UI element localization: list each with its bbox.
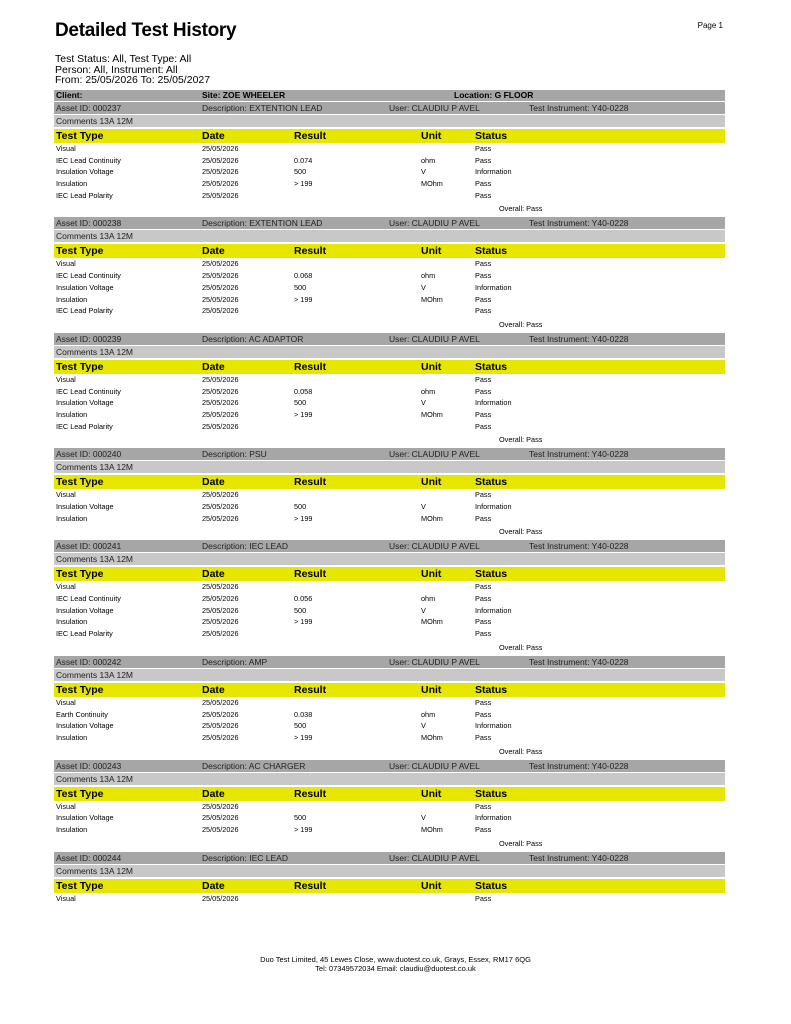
asset-comments: Comments 13A 12M bbox=[54, 115, 725, 127]
cell-status: Pass bbox=[475, 732, 492, 742]
cell-date: 25/05/2026 bbox=[202, 801, 239, 811]
cell-status: Pass bbox=[475, 697, 492, 707]
cell-test-type: IEC Lead Continuity bbox=[56, 386, 121, 396]
cell-status: Information bbox=[475, 398, 512, 408]
cell-status: Pass bbox=[475, 893, 492, 903]
table-row bbox=[54, 190, 725, 202]
cell-unit: V bbox=[421, 398, 426, 408]
cell-date: 25/05/2026 bbox=[202, 179, 239, 189]
cell-test-type: Insulation Voltage bbox=[56, 605, 114, 615]
table-row bbox=[54, 282, 725, 294]
col-header-status: Status bbox=[475, 360, 508, 373]
col-header-status: Status bbox=[475, 476, 508, 489]
cell-test-type: IEC Lead Polarity bbox=[56, 190, 113, 200]
cell-status: Pass bbox=[475, 144, 492, 153]
table-row bbox=[54, 812, 725, 824]
filter-date-range: From: 25/05/2026 To: 25/05/2027 bbox=[55, 74, 211, 86]
asset-id: Asset ID: 000241 bbox=[56, 541, 122, 552]
cell-result: > 199 bbox=[294, 294, 313, 304]
cell-test-type: Visual bbox=[56, 490, 76, 500]
asset-list bbox=[54, 102, 725, 904]
cell-status: Pass bbox=[475, 617, 492, 627]
table-row bbox=[54, 801, 725, 813]
asset-block bbox=[54, 217, 725, 332]
table-row bbox=[54, 628, 725, 640]
cell-status: Pass bbox=[475, 155, 492, 165]
asset-comments: Comments 13A 12M bbox=[54, 669, 725, 681]
cell-date: 25/05/2026 bbox=[202, 409, 239, 419]
client-label: Client: bbox=[56, 90, 83, 100]
cell-unit: ohm bbox=[421, 594, 436, 604]
table-row bbox=[54, 732, 725, 744]
cell-unit: MOhm bbox=[421, 617, 443, 627]
asset-header-bar bbox=[54, 852, 725, 864]
footer-address: Duo Test Limited, 45 Lewes Close, www.duotest.co.uk, Grays, Essex, RM17 6QG bbox=[260, 955, 531, 964]
cell-unit: V bbox=[421, 605, 426, 615]
table-row bbox=[54, 386, 725, 398]
asset-test-instrument: Test Instrument: Y40-0228 bbox=[529, 218, 629, 229]
col-header-unit: Unit bbox=[421, 476, 442, 489]
col-header-status: Status bbox=[475, 130, 508, 142]
footer-contact: Tel: 07349572034 Email: claudiu@duotest.co.uk bbox=[315, 964, 476, 973]
cell-date: 25/05/2026 bbox=[202, 271, 239, 281]
col-header-date: Date bbox=[202, 360, 225, 373]
overall-result: Overall: Pass bbox=[499, 746, 543, 756]
table-row bbox=[54, 489, 725, 501]
asset-user: User: CLAUDIU P AVEL bbox=[389, 541, 480, 552]
cell-date: 25/05/2026 bbox=[202, 893, 239, 903]
cell-test-type: Visual bbox=[56, 582, 76, 592]
asset-id: Asset ID: 000238 bbox=[56, 218, 122, 229]
overall-result-row bbox=[54, 524, 725, 540]
overall-result: Overall: Pass bbox=[499, 204, 543, 214]
cell-test-type: IEC Lead Continuity bbox=[56, 271, 121, 281]
test-table-header bbox=[54, 683, 725, 697]
test-table-header bbox=[54, 475, 725, 489]
asset-id: Asset ID: 000243 bbox=[56, 760, 122, 771]
cell-date: 25/05/2026 bbox=[202, 732, 239, 742]
cell-status: Pass bbox=[475, 513, 492, 523]
cell-date: 25/05/2026 bbox=[202, 155, 239, 165]
table-row bbox=[54, 709, 725, 721]
table-row bbox=[54, 374, 725, 386]
cell-date: 25/05/2026 bbox=[202, 697, 239, 707]
table-row bbox=[54, 824, 725, 836]
report-title: Detailed Test History bbox=[55, 20, 237, 41]
col-header-test-type: Test Type bbox=[56, 360, 104, 373]
cell-unit: MOhm bbox=[421, 513, 443, 523]
cell-test-type: Insulation bbox=[56, 513, 88, 523]
col-header-status: Status bbox=[475, 245, 508, 258]
overall-result-row bbox=[54, 432, 725, 448]
table-row bbox=[54, 178, 725, 190]
asset-block bbox=[54, 760, 725, 852]
asset-header-bar bbox=[54, 760, 725, 772]
cell-date: 25/05/2026 bbox=[202, 294, 239, 304]
asset-comments: Comments 13A 12M bbox=[54, 865, 725, 877]
col-header-result: Result bbox=[294, 360, 327, 373]
col-header-date: Date bbox=[202, 476, 225, 489]
table-row bbox=[54, 421, 725, 433]
table-row bbox=[54, 605, 725, 617]
cell-date: 25/05/2026 bbox=[202, 502, 239, 511]
cell-status: Pass bbox=[475, 490, 492, 500]
asset-block bbox=[54, 333, 725, 448]
cell-result: > 199 bbox=[294, 824, 313, 834]
cell-test-type: Insulation Voltage bbox=[56, 282, 114, 292]
col-header-date: Date bbox=[202, 245, 225, 258]
test-table-header bbox=[54, 787, 725, 801]
asset-id: Asset ID: 000239 bbox=[56, 333, 122, 344]
asset-test-instrument: Test Instrument: Y40-0228 bbox=[529, 760, 629, 771]
col-header-status: Status bbox=[475, 683, 508, 696]
col-header-test-type: Test Type bbox=[56, 130, 104, 142]
asset-test-instrument: Test Instrument: Y40-0228 bbox=[529, 449, 629, 460]
table-row bbox=[54, 697, 725, 709]
cell-status: Pass bbox=[475, 271, 492, 281]
col-header-date: Date bbox=[202, 683, 225, 696]
cell-test-type: Insulation bbox=[56, 732, 88, 742]
cell-date: 25/05/2026 bbox=[202, 629, 239, 639]
cell-status: Information bbox=[475, 167, 512, 177]
col-header-date: Date bbox=[202, 879, 225, 892]
cell-test-type: IEC Lead Polarity bbox=[56, 629, 113, 639]
asset-comments: Comments 13A 12M bbox=[54, 773, 725, 785]
cell-result: 500 bbox=[294, 398, 307, 408]
test-table-header bbox=[54, 244, 725, 258]
cell-date: 25/05/2026 bbox=[202, 167, 239, 177]
cell-result: 0.074 bbox=[294, 155, 313, 165]
cell-date: 25/05/2026 bbox=[202, 582, 239, 592]
cell-unit: V bbox=[421, 167, 426, 177]
footer bbox=[0, 955, 791, 973]
test-table-header bbox=[54, 567, 725, 581]
asset-block bbox=[54, 102, 725, 217]
cell-date: 25/05/2026 bbox=[202, 190, 239, 200]
cell-unit: V bbox=[421, 502, 426, 511]
asset-header-bar bbox=[54, 448, 725, 460]
asset-test-instrument: Test Instrument: Y40-0228 bbox=[529, 852, 629, 863]
overall-result: Overall: Pass bbox=[499, 435, 543, 445]
asset-id: Asset ID: 000244 bbox=[56, 852, 122, 863]
col-header-result: Result bbox=[294, 245, 327, 258]
asset-description: Description: IEC LEAD bbox=[202, 852, 288, 863]
asset-user: User: CLAUDIU P AVEL bbox=[389, 656, 480, 667]
asset-description: Description: AC ADAPTOR bbox=[202, 333, 304, 344]
asset-description: Description: IEC LEAD bbox=[202, 541, 288, 552]
col-header-result: Result bbox=[294, 568, 327, 581]
overall-result-row bbox=[54, 640, 725, 656]
cell-test-type: Insulation bbox=[56, 824, 88, 834]
cell-test-type: IEC Lead Polarity bbox=[56, 306, 113, 316]
test-table-header bbox=[54, 129, 725, 143]
overall-result-row bbox=[54, 836, 725, 852]
col-header-unit: Unit bbox=[421, 787, 442, 800]
cell-test-type: Visual bbox=[56, 801, 76, 811]
cell-status: Information bbox=[475, 721, 512, 731]
cell-status: Information bbox=[475, 282, 512, 292]
cell-date: 25/05/2026 bbox=[202, 144, 239, 153]
col-header-status: Status bbox=[475, 787, 508, 800]
table-row bbox=[54, 294, 725, 306]
asset-comments: Comments 13A 12M bbox=[54, 346, 725, 358]
cell-date: 25/05/2026 bbox=[202, 617, 239, 627]
cell-test-type: Insulation bbox=[56, 294, 88, 304]
cell-test-type: IEC Lead Continuity bbox=[56, 155, 121, 165]
asset-id: Asset ID: 000237 bbox=[56, 103, 122, 113]
cell-unit: MOhm bbox=[421, 732, 443, 742]
asset-id: Asset ID: 000242 bbox=[56, 656, 122, 667]
cell-unit: MOhm bbox=[421, 409, 443, 419]
cell-date: 25/05/2026 bbox=[202, 605, 239, 615]
cell-result: 500 bbox=[294, 167, 307, 177]
cell-date: 25/05/2026 bbox=[202, 813, 239, 823]
cell-status: Pass bbox=[475, 421, 492, 431]
filter-status-type: Test Status: All, Test Type: All bbox=[55, 53, 192, 65]
cell-date: 25/05/2026 bbox=[202, 824, 239, 834]
cell-test-type: Visual bbox=[56, 697, 76, 707]
cell-status: Pass bbox=[475, 629, 492, 639]
cell-status: Pass bbox=[475, 824, 492, 834]
asset-header-bar bbox=[54, 102, 725, 114]
asset-header-bar bbox=[54, 333, 725, 345]
cell-date: 25/05/2026 bbox=[202, 259, 239, 269]
table-row bbox=[54, 155, 725, 167]
cell-test-type: Visual bbox=[56, 259, 76, 269]
overall-result: Overall: Pass bbox=[499, 527, 543, 537]
cell-status: Information bbox=[475, 813, 512, 823]
cell-test-type: Visual bbox=[56, 374, 76, 384]
col-header-test-type: Test Type bbox=[56, 568, 104, 581]
overall-result: Overall: Pass bbox=[499, 319, 543, 329]
cell-unit: ohm bbox=[421, 155, 436, 165]
table-row bbox=[54, 409, 725, 421]
cell-unit: ohm bbox=[421, 271, 436, 281]
cell-status: Pass bbox=[475, 386, 492, 396]
cell-result: 0.058 bbox=[294, 386, 313, 396]
asset-comments: Comments 13A 12M bbox=[54, 553, 725, 565]
col-header-unit: Unit bbox=[421, 245, 442, 258]
overall-result-row bbox=[54, 744, 725, 760]
asset-test-instrument: Test Instrument: Y40-0228 bbox=[529, 656, 629, 667]
asset-id: Asset ID: 000240 bbox=[56, 449, 122, 460]
cell-unit: V bbox=[421, 721, 426, 731]
cell-status: Pass bbox=[475, 259, 492, 269]
asset-user: User: CLAUDIU P AVEL bbox=[389, 218, 480, 229]
cell-status: Pass bbox=[475, 594, 492, 604]
table-row bbox=[54, 720, 725, 732]
site-label: Site: ZOE WHEELER bbox=[202, 90, 286, 100]
asset-comments: Comments 13A 12M bbox=[54, 461, 725, 473]
asset-test-instrument: Test Instrument: Y40-0228 bbox=[529, 541, 629, 552]
cell-result: 500 bbox=[294, 813, 307, 823]
asset-description: Description: AMP bbox=[202, 656, 268, 667]
table-row bbox=[54, 513, 725, 525]
col-header-result: Result bbox=[294, 879, 327, 892]
cell-status: Pass bbox=[475, 294, 492, 304]
cell-result: > 199 bbox=[294, 513, 313, 523]
cell-result: 500 bbox=[294, 605, 307, 615]
asset-description: Description: AC CHARGER bbox=[202, 760, 306, 771]
cell-unit: ohm bbox=[421, 386, 436, 396]
table-row bbox=[54, 305, 725, 317]
col-header-date: Date bbox=[202, 130, 225, 142]
cell-status: Pass bbox=[475, 306, 492, 316]
cell-date: 25/05/2026 bbox=[202, 721, 239, 731]
cell-date: 25/05/2026 bbox=[202, 594, 239, 604]
col-header-unit: Unit bbox=[421, 568, 442, 581]
table-row bbox=[54, 166, 725, 178]
cell-date: 25/05/2026 bbox=[202, 513, 239, 523]
table-row bbox=[54, 143, 725, 155]
cell-date: 25/05/2026 bbox=[202, 490, 239, 500]
cell-result: 0.056 bbox=[294, 594, 313, 604]
cell-test-type: Earth Continuity bbox=[56, 709, 108, 719]
asset-block bbox=[54, 852, 725, 905]
table-row bbox=[54, 593, 725, 605]
cell-result: 500 bbox=[294, 282, 307, 292]
cell-test-type: Insulation bbox=[56, 617, 88, 627]
cell-status: Information bbox=[475, 605, 512, 615]
test-table-header bbox=[54, 360, 725, 374]
cell-unit: MOhm bbox=[421, 294, 443, 304]
col-header-result: Result bbox=[294, 683, 327, 696]
asset-description: Description: EXTENTION LEAD bbox=[202, 218, 323, 229]
report-filters bbox=[55, 54, 210, 86]
cell-status: Pass bbox=[475, 582, 492, 592]
cell-result: 500 bbox=[294, 502, 307, 511]
col-header-test-type: Test Type bbox=[56, 787, 104, 800]
asset-header-bar bbox=[54, 217, 725, 229]
asset-block bbox=[54, 448, 725, 540]
table-row bbox=[54, 581, 725, 593]
cell-status: Pass bbox=[475, 801, 492, 811]
cell-result: > 199 bbox=[294, 732, 313, 742]
cell-status: Pass bbox=[475, 709, 492, 719]
cell-unit: MOhm bbox=[421, 179, 443, 189]
col-header-date: Date bbox=[202, 568, 225, 581]
col-header-result: Result bbox=[294, 476, 327, 489]
asset-user: User: CLAUDIU P AVEL bbox=[389, 760, 480, 771]
cell-test-type: Insulation bbox=[56, 409, 88, 419]
cell-date: 25/05/2026 bbox=[202, 282, 239, 292]
cell-date: 25/05/2026 bbox=[202, 306, 239, 316]
cell-date: 25/05/2026 bbox=[202, 374, 239, 384]
asset-user: User: CLAUDIU P AVEL bbox=[389, 852, 480, 863]
cell-result: > 199 bbox=[294, 617, 313, 627]
overall-result: Overall: Pass bbox=[499, 838, 543, 848]
table-row bbox=[54, 616, 725, 628]
cell-status: Pass bbox=[475, 409, 492, 419]
cell-status: Pass bbox=[475, 179, 492, 189]
asset-user: User: CLAUDIU P AVEL bbox=[389, 449, 480, 460]
asset-test-instrument: Test Instrument: Y40-0228 bbox=[529, 103, 629, 113]
asset-header-bar bbox=[54, 656, 725, 668]
col-header-status: Status bbox=[475, 879, 508, 892]
table-row bbox=[54, 893, 725, 905]
asset-user: User: CLAUDIU P AVEL bbox=[389, 333, 480, 344]
col-header-unit: Unit bbox=[421, 360, 442, 373]
asset-test-instrument: Test Instrument: Y40-0228 bbox=[529, 333, 629, 344]
cell-status: Pass bbox=[475, 374, 492, 384]
col-header-status: Status bbox=[475, 568, 508, 581]
col-header-unit: Unit bbox=[421, 879, 442, 892]
col-header-unit: Unit bbox=[421, 130, 442, 142]
cell-result: 500 bbox=[294, 721, 307, 731]
overall-result-row bbox=[54, 201, 725, 217]
cell-test-type: Insulation Voltage bbox=[56, 398, 114, 408]
location-label: Location: G FLOOR bbox=[454, 90, 534, 100]
cell-unit: MOhm bbox=[421, 824, 443, 834]
cell-test-type: IEC Lead Polarity bbox=[56, 421, 113, 431]
cell-test-type: Insulation Voltage bbox=[56, 167, 114, 177]
cell-result: 0.038 bbox=[294, 709, 313, 719]
cell-date: 25/05/2026 bbox=[202, 398, 239, 408]
cell-result: > 199 bbox=[294, 409, 313, 419]
asset-block bbox=[54, 540, 725, 655]
col-header-unit: Unit bbox=[421, 683, 442, 696]
filter-person-instrument: Person: All, Instrument: All bbox=[55, 63, 178, 76]
col-header-test-type: Test Type bbox=[56, 879, 104, 892]
col-header-result: Result bbox=[294, 130, 327, 142]
cell-unit: ohm bbox=[421, 709, 436, 719]
table-row bbox=[54, 501, 725, 513]
asset-description: Description: PSU bbox=[202, 449, 267, 460]
page-number: Page 1 bbox=[697, 21, 723, 30]
client-bar bbox=[54, 90, 725, 101]
col-header-test-type: Test Type bbox=[56, 245, 104, 258]
col-header-result: Result bbox=[294, 787, 327, 800]
cell-date: 25/05/2026 bbox=[202, 386, 239, 396]
cell-test-type: Insulation Voltage bbox=[56, 721, 114, 731]
cell-test-type: IEC Lead Continuity bbox=[56, 594, 121, 604]
col-header-test-type: Test Type bbox=[56, 683, 104, 696]
overall-result-row bbox=[54, 317, 725, 333]
cell-test-type: Visual bbox=[56, 144, 76, 153]
cell-test-type: Insulation Voltage bbox=[56, 502, 114, 511]
asset-header-bar bbox=[54, 540, 725, 552]
cell-unit: V bbox=[421, 813, 426, 823]
cell-test-type: Insulation Voltage bbox=[56, 813, 114, 823]
cell-date: 25/05/2026 bbox=[202, 709, 239, 719]
overall-result: Overall: Pass bbox=[499, 642, 543, 652]
asset-comments: Comments 13A 12M bbox=[54, 230, 725, 242]
test-table-header bbox=[54, 879, 725, 893]
col-header-test-type: Test Type bbox=[56, 476, 104, 489]
col-header-date: Date bbox=[202, 787, 225, 800]
table-row bbox=[54, 397, 725, 409]
table-row bbox=[54, 258, 725, 270]
asset-user: User: CLAUDIU P AVEL bbox=[389, 103, 480, 113]
table-row bbox=[54, 270, 725, 282]
cell-result: > 199 bbox=[294, 179, 313, 189]
asset-block bbox=[54, 656, 725, 760]
cell-unit: V bbox=[421, 282, 426, 292]
cell-test-type: Insulation bbox=[56, 179, 88, 189]
cell-date: 25/05/2026 bbox=[202, 421, 239, 431]
asset-description: Description: EXTENTION LEAD bbox=[202, 103, 323, 113]
cell-result: 0.068 bbox=[294, 271, 313, 281]
cell-test-type: Visual bbox=[56, 893, 76, 903]
cell-status: Information bbox=[475, 502, 512, 511]
cell-status: Pass bbox=[475, 190, 492, 200]
